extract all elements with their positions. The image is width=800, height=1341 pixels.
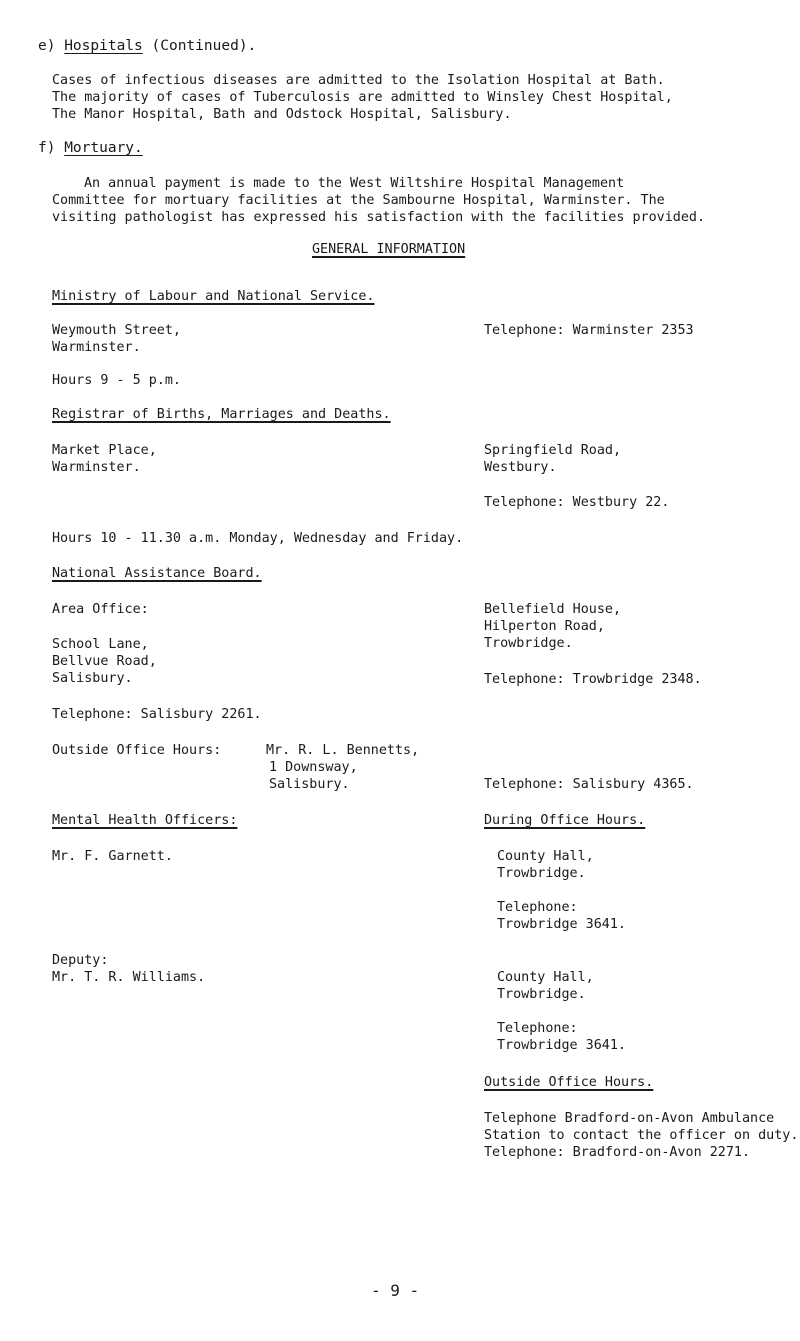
officer-name: Mr. F. Garnett. bbox=[52, 849, 173, 864]
outside-office-hours-heading: Outside Office Hours. bbox=[484, 1075, 654, 1090]
officer-telephone bbox=[497, 899, 626, 933]
deputy-name: Mr. T. R. Williams. bbox=[52, 970, 206, 985]
registrar-telephone: Telephone: Westbury 22. bbox=[484, 495, 670, 510]
address-line: Hilperton Road, bbox=[484, 619, 605, 634]
ministry-address bbox=[52, 322, 181, 356]
address-line: Westbury. bbox=[484, 460, 557, 475]
hospitals-paragraph bbox=[52, 72, 673, 123]
mortuary-paragraph bbox=[84, 175, 624, 192]
ministry-hours: Hours 9 - 5 p.m. bbox=[52, 373, 181, 388]
telephone-label: Telephone: bbox=[497, 1021, 578, 1036]
outside-office-hours-label: Outside Office Hours: bbox=[52, 743, 222, 758]
text-line: The Manor Hospital, Bath and Odstock Hospital, Salisbury. bbox=[52, 107, 512, 122]
deputy-label: Deputy: bbox=[52, 953, 109, 968]
mental-health-heading: Mental Health Officers: bbox=[52, 813, 238, 828]
address-line: Trowbridge. bbox=[497, 987, 586, 1002]
address-line: County Hall, bbox=[497, 849, 594, 864]
telephone-label: Telephone: bbox=[497, 900, 578, 915]
during-office-hours-heading: During Office Hours. bbox=[484, 813, 646, 828]
area-office-label: Area Office: bbox=[52, 602, 149, 617]
address-line: Warminster. bbox=[52, 460, 141, 475]
address-line: County Hall, bbox=[497, 970, 594, 985]
outside-telephone: Telephone: Salisbury 4365. bbox=[484, 777, 694, 792]
address-line: Warminster. bbox=[52, 340, 141, 355]
contact-line: Mr. R. L. Bennetts, bbox=[266, 743, 420, 758]
address-line: Salisbury. bbox=[52, 671, 133, 686]
text-line: Telephone Bradford-on-Avon Ambulance bbox=[484, 1111, 775, 1126]
outside-office-hours-text bbox=[484, 1110, 798, 1161]
address-line: Bellefield House, bbox=[484, 602, 622, 617]
address-line: Weymouth Street, bbox=[52, 323, 181, 338]
text-line: An annual payment is made to the West Wiltshire Hospital Management bbox=[84, 176, 625, 191]
hospitals-title-suffix: (Continued). bbox=[151, 38, 257, 54]
registrar-address-left bbox=[52, 442, 157, 476]
telephone-number: Trowbridge 3641. bbox=[497, 917, 626, 932]
telephone-number: Trowbridge 3641. bbox=[497, 1038, 626, 1053]
nab-right-telephone: Telephone: Trowbridge 2348. bbox=[484, 672, 702, 687]
hospitals-letter: e) bbox=[38, 38, 56, 54]
deputy-address bbox=[497, 969, 594, 1003]
contact-line: 1 Downsway, bbox=[269, 760, 358, 775]
page-number: - 9 - bbox=[371, 1281, 420, 1300]
registrar-heading: Registrar of Births, Marriages and Deaths. bbox=[52, 407, 391, 422]
mortuary-letter: f) bbox=[38, 140, 56, 156]
address-line: Market Place, bbox=[52, 443, 157, 458]
address-line: Bellvue Road, bbox=[52, 654, 157, 669]
address-line: Springfield Road, bbox=[484, 443, 622, 458]
nab-left-telephone: Telephone: Salisbury 2261. bbox=[52, 707, 262, 722]
nab-right-address bbox=[484, 601, 621, 652]
ministry-heading: Ministry of Labour and National Service. bbox=[52, 289, 375, 304]
text-line: Station to contact the officer on duty. bbox=[484, 1128, 799, 1143]
hospitals-title: Hospitals bbox=[64, 38, 143, 54]
nab-left-address bbox=[52, 636, 157, 687]
registrar-address-right bbox=[484, 442, 621, 476]
registrar-hours: Hours 10 - 11.30 a.m. Monday, Wednesday and Friday. bbox=[52, 531, 464, 546]
general-information-title: GENERAL INFORMATION bbox=[312, 242, 466, 257]
text-line: Cases of infectious diseases are admitted to the Isolation Hospital at Bath. bbox=[52, 73, 665, 88]
outside-contact bbox=[266, 742, 419, 793]
ministry-telephone: Telephone: Warminster 2353 bbox=[484, 323, 694, 338]
mortuary-title: Mortuary. bbox=[64, 140, 143, 156]
text-line: The majority of cases of Tuberculosis are admitted to Winsley Chest Hospital, bbox=[52, 90, 673, 105]
text-line: visiting pathologist has expressed his satisfaction with the facilities provided. bbox=[52, 210, 706, 225]
deputy-telephone bbox=[497, 1020, 626, 1054]
mortuary-paragraph-cont bbox=[52, 192, 705, 226]
mortuary-heading bbox=[38, 140, 143, 157]
address-line: School Lane, bbox=[52, 637, 149, 652]
national-assistance-heading: National Assistance Board. bbox=[52, 566, 262, 581]
address-line: Trowbridge. bbox=[484, 636, 573, 651]
text-line: Committee for mortuary facilities at the Sambourne Hospital, Warminster. The bbox=[52, 193, 665, 208]
text-line: Telephone: Bradford-on-Avon 2271. bbox=[484, 1145, 751, 1160]
contact-line: Salisbury. bbox=[269, 777, 350, 792]
deputy-block bbox=[52, 952, 205, 986]
address-line: Trowbridge. bbox=[497, 866, 586, 881]
hospitals-heading bbox=[38, 38, 256, 55]
officer-address bbox=[497, 848, 594, 882]
